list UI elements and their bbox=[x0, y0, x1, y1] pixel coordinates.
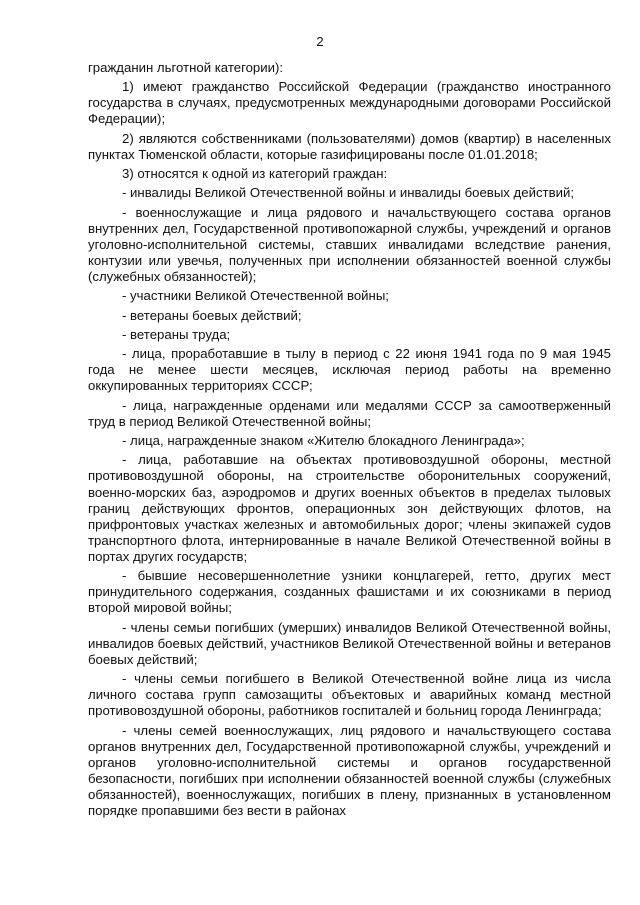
paragraph: - инвалиды Великой Отечественной войны и инвалиды боевых действий; bbox=[122, 185, 574, 201]
paragraph: 1) имеют гражданство Российской Федерации (гражданство иностранного государства в случаях, предусмотренных международными договорами Российской Федерации); bbox=[88, 79, 611, 127]
paragraph: - лица, работавшие на объектах противовоздушной обороны, местной противовоздушной обороны, на строительстве оборонительных сооружений, военно-морских баз, аэродромов и других военных объектов в пределах тыловых границ действующих фронтов, операционных зон действующих флотов, на прифронтовых участках железных и автомобильных дорог; члены экипажей судов транспортного флота, интернированные в начале Великой Отечественной войны в портах других государств; bbox=[88, 452, 611, 564]
document-body bbox=[88, 60, 611, 822]
paragraph: - военнослужащие и лица рядового и начальствующего состава органов внутренних дел, Государственной противопожарной службы, учреждений и органов уголовно-исполнительной системы, ставших инвалидами вследствие ранения, контузии или увечья, полученных при исполнении обязанностей военной службы (служебных обязанностей); bbox=[88, 204, 611, 285]
page-number: 2 bbox=[316, 34, 324, 49]
paragraph: - лица, проработавшие в тылу в период с 22 июня 1941 года по 9 мая 1945 года не менее шести месяцев, исключая период работы на временно оккупированных территориях СССР; bbox=[88, 346, 611, 394]
paragraph: гражданин льготной категории): bbox=[88, 60, 284, 75]
paragraph: - ветераны боевых действий; bbox=[122, 307, 302, 323]
paragraph: - лица, награжденные знаком «Жителю блокадного Ленинграда»; bbox=[122, 433, 525, 449]
paragraph: - участники Великой Отечественной войны; bbox=[122, 288, 389, 304]
paragraph: - бывшие несовершеннолетние узники концлагерей, гетто, других мест принудительного содержания, созданных фашистами и их союзниками в период второй мировой войны; bbox=[88, 568, 611, 616]
paragraph: - лица, награжденные орденами или медалями СССР за самоотверженный труд в период Великой Отечественной войны; bbox=[88, 397, 611, 429]
paragraph: - члены семьи погибших (умерших) инвалидов Великой Отечественной войны, инвалидов боевых действий, участников Великой Отечественной войны и ветеранов боевых действий; bbox=[88, 619, 611, 667]
paragraph: - члены семей военнослужащих, лиц рядового и начальствующего состава органов внутренних дел, Государственной противопожарной службы, учреждений и органов уголовно-исполнительной системы и органов государственной безопасности, погибших при исполнении обязанностей военной службы (служебных обязанностей), военнослужащих, погибших в плену, признанных в установленном порядке пропавшими без вести в районах bbox=[88, 722, 611, 819]
paragraph: 2) являются собственниками (пользователями) домов (квартир) в населенных пунктах Тюменской области, которые газифицированы после 01.01.2018; bbox=[88, 130, 611, 162]
paragraph: - ветераны труда; bbox=[122, 326, 231, 342]
paragraph: 3) относятся к одной из категорий граждан: bbox=[122, 166, 388, 182]
paragraph: - члены семьи погибшего в Великой Отечественной войне лица из числа личного состава групп самозащиты объектовых и аварийных команд местной противовоздушной обороны, работников госпиталей и больниц города Ленинграда; bbox=[88, 671, 611, 719]
